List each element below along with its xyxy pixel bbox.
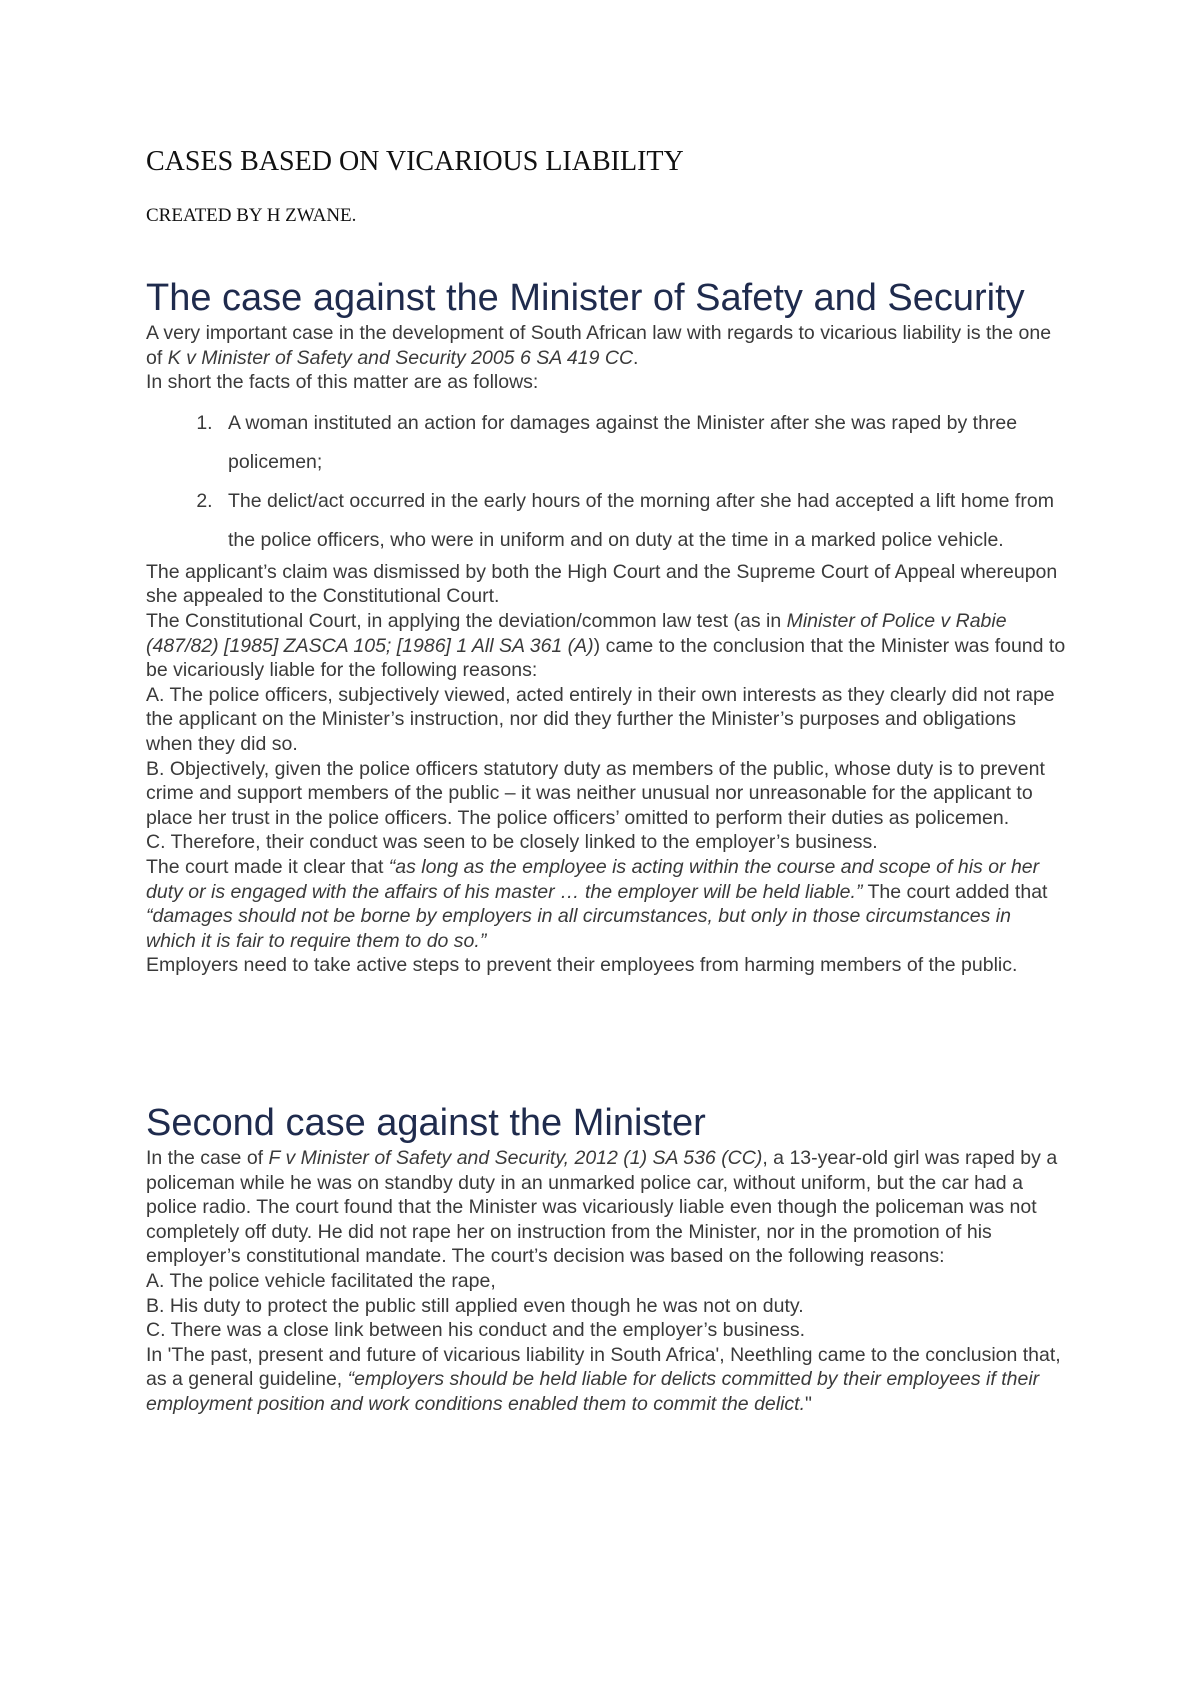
neethling-quote: “employers should be held liable for delicts committed by their employees if their employment position and work conditions enabled them to commit the delict.	[146, 1368, 1040, 1415]
constitutional-court-paragraph	[146, 609, 1066, 683]
intro-end: .	[633, 346, 639, 369]
intro-text: In the case of	[146, 1147, 269, 1169]
intro-text: A very important case in the development of South African law with regards to vicarious liability is the one of	[146, 322, 1052, 369]
section-heading: Second case against the Minister	[146, 1102, 706, 1144]
neethling-end: "	[805, 1392, 812, 1415]
cc-text: The Constitutional Court, in applying the deviation/common law test (as in	[146, 609, 787, 632]
court-text: The court made it clear that	[146, 855, 389, 878]
facts-list	[146, 404, 1066, 560]
reason-c: C. Therefore, their conduct was seen to be closely linked to the employer’s business.	[146, 831, 878, 854]
court-quote: “as long as the employee is acting within the course and scope of his or her duty or is engaged with the affairs of his master … the employer will be held liable.”	[146, 855, 1040, 903]
neethling-paragraph	[146, 1343, 1066, 1417]
cc-text-end: ) came to the conclusion that the Minister was found to be vicariously liable for the following reasons:	[146, 634, 1066, 682]
neethling-text: In 'The past, present and future of vicarious liability in South Africa', Neethling came to the conclusion that, as a general guideline,	[146, 1343, 1061, 1391]
rabie-citation: Minister of Police v Rabie (487/82) [1985] ZASCA 105; [1986] 1 All SA 361 (A)	[146, 609, 1007, 657]
fact-item: 2. The delict/act occurred in the early hours of the morning after she had accepted a lift home from the police officers, who were in uniform and on duty at the time in a marked police vehicle.	[218, 482, 1066, 560]
section-second-case	[146, 1100, 1066, 1417]
court-quote-paragraph	[146, 855, 1066, 953]
reason-b: B. Objectively, given the police officers statutory duty as members of the public, whose duty is to prevent crime and support members of the public – it was neither unusual nor unreasonable for the applicant to place her trust in the police officers. The police officers’ omitted to perform their duties as policemen.	[146, 757, 1045, 829]
section-heading: The case against the Minister of Safety and Security	[146, 277, 1025, 319]
fact-item: 1. A woman instituted an action for damages against the Minister after she was raped by three policemen;	[218, 404, 1066, 482]
reason-c: C. There was a close link between his conduct and the employer’s business.	[146, 1319, 806, 1342]
document-author: CREATED BY H ZWANE.	[146, 205, 357, 226]
intro-rest: , a 13-year-old girl was raped by a policeman while he was on standby duty in an unmarked police car, without uniform, but the car had a police radio. The court found that the Minister was vicariously liable even though the policeman was not completely off duty. He did not rape her on instruction from the Minister, nor in the promotion of his employer’s constitutional mandate. The court’s decision was based on the following reasons:	[146, 1147, 1058, 1268]
court-quote-damages: “damages should not be borne by employers in all circumstances, but only in those circumstances in which it is fair to require them to do so.”	[146, 905, 1011, 952]
reason-b: B. His duty to protect the public still applied even though he was not on duty.	[146, 1294, 804, 1317]
facts-lead: In short the facts of this matter are as follows:	[146, 371, 539, 394]
dismissed-paragraph: The applicant’s claim was dismissed by both the High Court and the Supreme Court of Appeal whereupon she appealed to the Constitutional Court.	[146, 560, 1058, 608]
court-text-added: The court added that	[862, 880, 1048, 903]
intro-paragraph	[146, 321, 1066, 370]
second-case-paragraph	[146, 1146, 1066, 1269]
employers-paragraph: Employers need to take active steps to prevent their employees from harming members of the public.	[146, 954, 1018, 977]
case-citation: F v Minister of Safety and Security, 2012 (1) SA 536 (CC)	[268, 1147, 763, 1169]
reason-a: A. The police officers, subjectively viewed, acted entirely in their own interests as they clearly did not rape the applicant on the Minister’s instruction, nor did they further the Minister’s purposes and obligations when they did so.	[146, 683, 1055, 755]
section-minister-safety-security	[146, 275, 1066, 978]
case-citation: K v Minister of Safety and Security 2005 6 SA 419 CC	[167, 346, 634, 369]
document-title: CASES BASED ON VICARIOUS LIABILITY	[146, 146, 684, 177]
reason-a: A. The police vehicle facilitated the rape,	[146, 1269, 496, 1292]
